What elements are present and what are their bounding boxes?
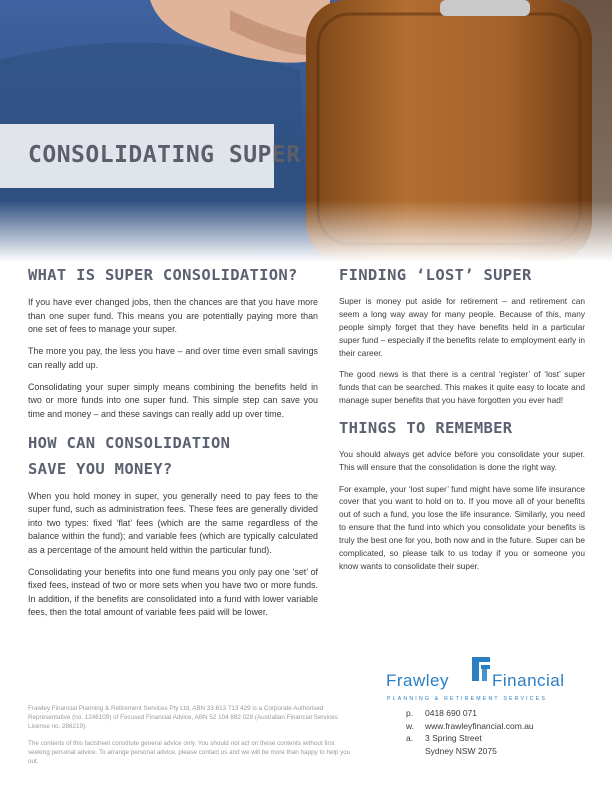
address-line1: 3 Spring Street (425, 733, 482, 743)
section-heading-things-to-remember: THINGS TO REMEMBER (339, 419, 513, 438)
paragraph: Super is money put aside for retirement – and retirement can seem a long way away for many people. Because of this, many people simply forget that they have benefits held in a particular super fund – especially if the benefits relate to employment early in their career. (339, 296, 585, 358)
section-heading-how-can-line1: HOW CAN CONSOLIDATION (28, 433, 231, 452)
logo-tagline: PLANNING & RETIREMENT SERVICES (387, 696, 548, 702)
paragraph: When you hold money in super, you generally need to pay fees to the super fund, such as administration fees. These fees are generally divided into two types: fixed ‘flat’ fees (which are the same regardless of the balance within the fund); and variable fees (which are typically calculated as a percentage of the amount held within the particular fund). (28, 490, 318, 555)
section-heading-how-can-line2: SAVE YOU MONEY? (28, 459, 173, 478)
section-heading-what-is: WHAT IS SUPER CONSOLIDATION? (28, 266, 298, 284)
disclaimer-licence: Frawley Financial Planning & Retirement Services Pty Ltd, ABN 33 613 713 429 is a Corporate Authorised Representative (no. 1246109) of Focused Financial Advice, ABN 52 104 882 028 (Australian Financial Services License no. 286219). (28, 705, 338, 731)
disclaimer-general-advice: The contents of this factsheet constitute general advice only. You should not act on these contents without first seeking personal advice. To arrange personal advice, please contact us and we will be more than happy to help you out. (28, 739, 351, 766)
phone-number: 0418 690 071 (425, 708, 477, 718)
website-link[interactable]: www.frawleyfinancial.com.au (425, 720, 534, 731)
paragraph: The good news is that there is a central ‘register’ of ‘lost’ super funds that can be searched. This makes it quite easy to locate and manage super benefits that you have forgotten you ever had! (339, 369, 585, 405)
footer-disclaimer (28, 704, 354, 773)
left-column (28, 262, 318, 628)
address-line2: Sydney NSW 2075 (425, 745, 497, 756)
phone-label: p. (406, 708, 414, 718)
contact-phone-row (406, 707, 596, 720)
paragraph: Consolidating your benefits into one fund means you only pay one ‘set’ of fixed fees, instead of two or more sets when you have two or more funds. In addition, if the benefits are consolidated into a fund with lower variable fees, then the total amount of variable fees paid will be lower. (28, 566, 318, 617)
paragraph: For example, your ‘lost super’ fund might have some life insurance cover that you want to hold on to. If you move all of your benefits out of such a fund, you lose the life insurance. Similarly, you need to ensure that the fund into which you consolidate your benefits is truly the best one for you, both now and in the future. Super can be complicated, so please talk to us today if you or someone you know wants to consolidate their super. (339, 483, 585, 571)
title-band (0, 124, 301, 188)
frawley-financial-logo (386, 655, 586, 705)
paragraph: Consolidating your super simply means combining the benefits held in two or more funds into one super fund. This simple step can save you time and money – and these savings can really add up over time. (28, 381, 318, 419)
ff-logo-icon (470, 655, 492, 683)
paragraph: If you have ever changed jobs, then the chances are that you have more than one super fund. This means you are potentially paying more than one set of fees to manage your super. (28, 297, 318, 334)
paragraph: The more you pay, the less you have – and over time even small savings can really add up. (28, 346, 318, 370)
contact-address-row-2 (406, 745, 596, 758)
logo-word-financial: Financial (492, 671, 565, 690)
contact-details (406, 707, 596, 757)
address-label: a. (406, 733, 414, 743)
logo-word-frawley: Frawley (386, 671, 450, 690)
page-title: CONSOLIDATING SUPER (28, 142, 301, 168)
contact-address-row (406, 732, 596, 745)
web-label: w. (406, 720, 415, 731)
contact-web-row (406, 720, 596, 733)
right-column (339, 262, 585, 581)
paragraph: You should always get advice before you consolidate your super. This will ensure that the consolidation is done the right way. (339, 449, 585, 473)
section-heading-finding-lost: FINDING ‘LOST’ SUPER (339, 266, 532, 284)
